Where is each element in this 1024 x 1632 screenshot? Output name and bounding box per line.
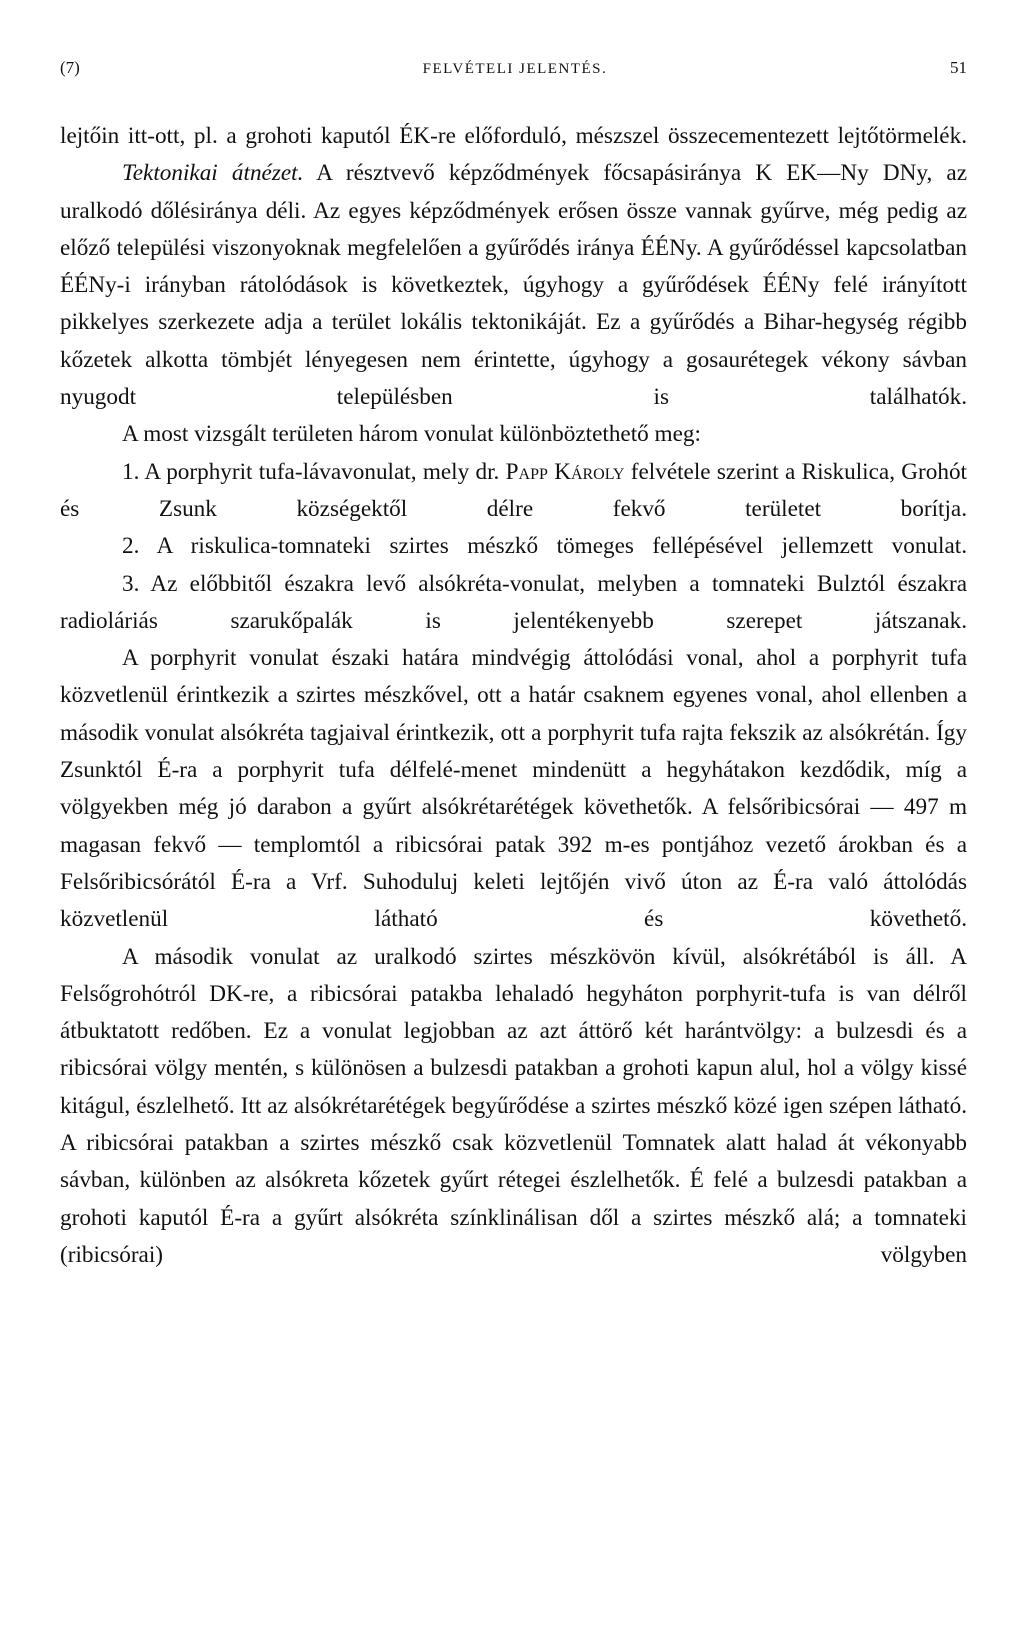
paragraph-text: 1. A porphyrit tufa-lávavonulat, mely dr. [122, 458, 506, 485]
paragraph-three-ranges [60, 416, 967, 453]
header-title: FELVÉTELI JELENTÉS. [422, 61, 608, 77]
running-header [60, 58, 967, 88]
header-left-mark: (7) [60, 58, 80, 77]
paragraph-text: A résztvevő képződmények főcsapásiránya K EK—Ny DNy, az uralkodó dőlésiránya déli. Az egyes képződmények erősen össze vannak gyűrve, még pedig az előző települési viszonyoknak megfelelően a gyűrődés iránya ÉÉNy. A gyűrődéssel kapcsolatban ÉÉNy-i irányban rátolódások is következtek, úgyhogy a gyűrődések ÉÉNy felé irányított pikkelyes szerkezete adja a terület lokális tektonikáját. Ez a gyűrődés a Bihar-hegység régibb kőzetek alkotta tömbjét lényegesen nem érintette, úgyhogy a gosaurétegek vékony sávban nyugodt településben is találhatók. [60, 160, 967, 411]
author-name-smallcaps: Papp Károly [505, 458, 625, 485]
paragraph-text: A második vonulat az uralkodó szirtes mészkövön kívül, alsókrétából is áll. A Felsőgrohótról DK-re, a ribicsórai patakba lehaladó hegyháton porphyrit-tufa is van délről átbuktatott redőben. Ez a vonulat legjobban az azt áttörő két harántvölgy: a bulzesdi és a ribicsórai völgy mentén, s különösen a bulzesdi patakban a grohoti kapun alul, hol a völgy kissé kitágul, észlelhető. Itt az alsókrétarétégek begyűrődése a szirtes mészkő közé igen szépen látható. A ribicsórai patakban a szirtes mészkő csak közvetlenül Tomnatek alatt halad át vékonyabb sávban, különben az alsókreta kőzetek gyűrt rétegei észlelhetők. É felé a bulzesdi patakban a grohoti kaputól É-ra a gyűrt alsókréta színklinálisan dől a szirtes mészkő alá; a tomnateki (ribicsórai) völgyben [60, 943, 967, 1268]
paragraph-text: lejtőin itt-ott, pl. a grohoti kaputól ÉK-re előforduló, mészszel összecementezett lejtőtörmelék. [60, 123, 967, 149]
paragraph-porphyrit-range [60, 640, 967, 938]
paragraph-text: A porphyrit vonulat északi határa mindvégig áttolódási vonal, ahol a porphyrit tufa közvetlenül érintkezik a szirtes mészkővel, ott a határ csaknem egyenes vonal, ahol ellenben a második vonulat alsókréta tagjaival érintkezik, ott a porphyrit tufa rajta fekszik az alsókrétán. Így Zsunktól É-ra a porphyrit tufa délfelé-menet mindenütt a hegyhátakon kezdődik, míg a völgyekben még jó darabon a gyűrt alsókrétarétégek követhetők. A felsőribicsórai — 497 m magasan fekvő — templomtól a ribicsórai patak 392 m-es pontjához vezető árokban és a Felsőribicsórától É-ra a Vrf. Suhoduluj keleti lejtőjén vivő úton az É-ra való áttolódás közvetlenül látható és követhető. [60, 645, 967, 933]
paragraph-tectonics [60, 155, 967, 416]
paragraph-second-range [60, 939, 967, 1275]
paragraph-text: felvétele szerint a Riskulica, Grohót és Zsunk községektől délre fekvő területet borítja. [60, 458, 967, 522]
paragraph-text: 2. A riskulica-tomnateki szirtes mészkő tömeges fellépésével jellemzett vonulat. [122, 533, 967, 560]
list-item-2 [60, 528, 967, 565]
page [60, 58, 967, 1274]
list-item-3 [60, 566, 967, 641]
paragraph-text: A most vizsgált területen három vonulat különböztethető meg: [122, 421, 701, 448]
paragraph-continuation [60, 118, 967, 155]
section-lead-italic: Tektonikai átnézet. [122, 160, 304, 187]
body-text [60, 118, 967, 1274]
list-item-1 [60, 454, 967, 529]
page-number: 51 [949, 58, 967, 77]
paragraph-text: 3. Az előbbitől északra levő alsókréta-vonulat, melyben a tomnateki Bulztól északra radioláriás szarukőpalák is jelentékenyebb szerepet játszanak. [60, 570, 967, 634]
